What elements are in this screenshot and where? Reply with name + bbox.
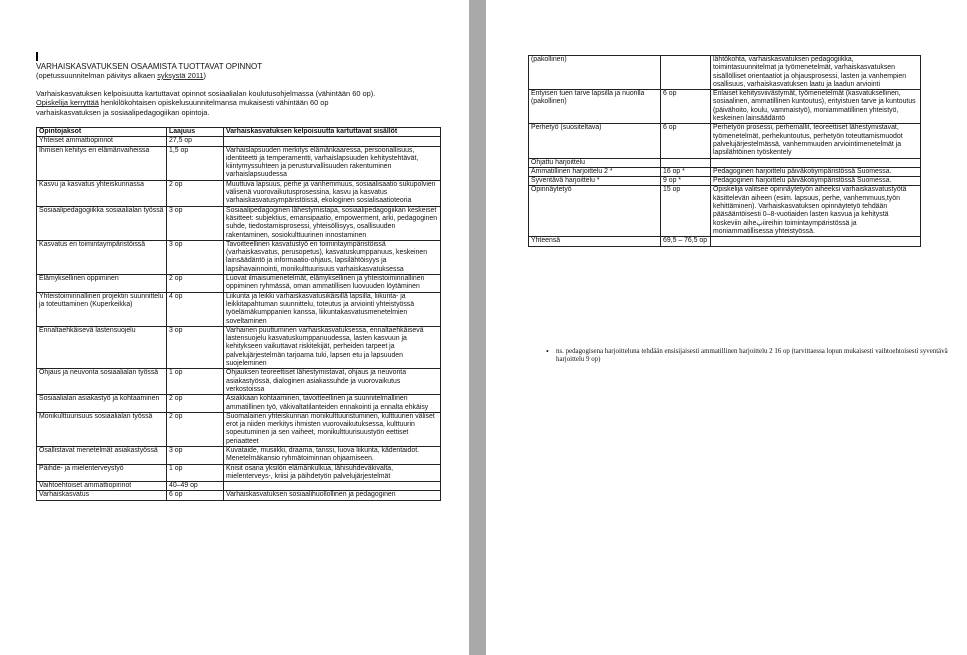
table-row	[37, 275, 441, 293]
table-row	[37, 369, 441, 395]
cell-name: Osallistavat menetelmät asiakastyössä	[37, 446, 167, 464]
table-row	[37, 146, 441, 180]
cell-credits: 3 op	[167, 240, 224, 274]
table-row	[37, 326, 441, 368]
cell-credits: 6 op	[661, 124, 711, 158]
cell-content	[224, 137, 441, 146]
cell-name: Varhaiskasvatus	[37, 491, 167, 500]
cell-credits: 2 op	[167, 275, 224, 293]
cell-credits: 2 op	[167, 412, 224, 446]
document-subtitle	[36, 71, 206, 80]
document-page-right	[486, 0, 967, 655]
cell-credits: 1,5 op	[167, 146, 224, 180]
cell-content: Luovat ilmaisumenetelmät, elämyksellinen ja yhteistoiminnallinen oppiminen ryhmässä, oman ammatillisen luovuuden löytäminen	[224, 275, 441, 293]
cell-name: Perhetyö (suositeltava)	[529, 124, 661, 158]
cell-name: (pakollinen)	[529, 56, 661, 90]
table-row	[37, 395, 441, 413]
table-row	[529, 124, 921, 158]
intro-line-2-underlined: Opiskelija kerryttää	[36, 98, 99, 108]
header-contents: Varhaiskasvatuksen kelpoisuutta kartuttavat sisällöt	[224, 128, 441, 137]
table-row	[529, 177, 921, 186]
cell-content	[711, 237, 921, 246]
cell-name: Yhteensä	[529, 237, 661, 246]
cell-content: Varhaiskasvatuksen sosiaalihuollollinen ja pedagoginen	[224, 491, 441, 500]
cell-credits: 3 op	[167, 446, 224, 464]
cell-name: Yhteistoiminnallinen projektin suunnittelu ja toteuttaminen (Kuperkeikka)	[37, 292, 167, 326]
table-row	[37, 412, 441, 446]
cell-name: Ammatillinen harjoittelu 2 *	[529, 167, 661, 176]
cell-credits: 6 op	[167, 491, 224, 500]
cell-content: Pedagoginen harjoittelu päiväkotiympäristössä Suomessa.	[711, 167, 921, 176]
cell-name: Ennaltaehkäisevä lastensuojelu	[37, 326, 167, 368]
table-header-row	[37, 128, 441, 137]
cell-content: Varhainen puuttuminen varhaiskasvatuksessa, ennaltaehkäisevä lastensuojelu kasvatuskumppanuudessa, lasten kasvuun ja kehitykseen vaikuttavat riskitekijät, perheiden tarpeet ja palvelujärjestelmän tarjoama tuki, lapsen etu ja lapsuuden suojeleminen	[224, 326, 441, 368]
courses-table-right	[528, 55, 921, 247]
cell-credits: 9 op *	[661, 177, 711, 186]
table-row	[529, 237, 921, 246]
subtitle-date: syksystä 2011	[157, 71, 204, 80]
intro-paragraph	[36, 89, 446, 117]
cell-content: Pedagoginen harjoittelu päiväkotiympäristössä Suomessa.	[711, 177, 921, 186]
courses-table-right-body	[529, 56, 921, 247]
courses-table-left-body	[37, 137, 441, 500]
cell-content: Erilaiset kehitysviivästymät, työmenetelmät (kasvatuksellinen, sosiaalinen, ammatillinen kuntoutus), erityistuen tarve ja kuntoutus (päivähoito, koulu, vammaistyö), moniammatillinen yhteistyö, keskeinen lainsäädäntö	[711, 90, 921, 124]
cell-content: Opiskelija valitsee opinnäytetyön aiheeksi varhaiskasvatustyötä käsittelevän aiheen (esim. lapsuus, perhe, vanhemmuus,työn kehittäminen). Varhaiskasvatuksen opinnäytetyö tehdään pääsääntöisesti 0–8-vuotiaiden lasten kasvua ja kehitystä koskeviin aiheپiireihin toimintaympäristössä ja moniammatillisessa yhteistyössä.	[711, 186, 921, 237]
header-courses: Opintojaksot	[37, 128, 167, 137]
table-row	[37, 491, 441, 500]
header-credits: Laajuus	[167, 128, 224, 137]
cell-content: Kriisit osana yksilön elämänkulkua, lähisuhdeväkivalta, mielenterveys-, kriisi ja päihdetyön palvelujärjestelmät	[224, 464, 441, 482]
cell-credits	[661, 56, 711, 90]
table-row	[529, 56, 921, 90]
cell-content: Asiakkaan kohtaaminen, tavoitteellinen ja suunnitelmallinen ammatillinen työ, väkivaltatilanteiden ennakointi ja ennalta ehkäisy	[224, 395, 441, 413]
cell-name: Ihmisen kehitys eri elämänvaiheissa	[37, 146, 167, 180]
cell-credits: 1 op	[167, 369, 224, 395]
document-page-left	[0, 0, 469, 655]
intro-line-1: Varhaiskasvatuksen kelpoisuutta kartuttavat opinnot sosiaalialan koulutusohjelmassa (vähintään 60 op).	[36, 89, 376, 98]
table-row	[529, 186, 921, 237]
table-row	[37, 180, 441, 206]
cell-content: Sosiaalipedagoginen lähestymistapa, sosiaalipedagogiikan keskeiset käsitteet: subjektius, emansipaatio, empowerment, arki, pedagoginen suhde, tiedostamisprosessi, yhteisöllisyys, osallisuuden rakentaminen, sosiokulttuurinen innostaminen	[224, 206, 441, 240]
intro-line-2-rest: henkilökohtaisen opiskelusuunnitelmansa mukaisesti vähintään 60 op	[98, 98, 329, 108]
cell-credits: 27,5 op	[167, 137, 224, 146]
cell-credits	[661, 158, 711, 167]
cell-credits: 40–49 op	[167, 482, 224, 491]
cell-credits: 16 op *	[661, 167, 711, 176]
subtitle-suffix: )	[203, 71, 206, 80]
cell-credits: 6 op	[661, 90, 711, 124]
cell-content: Perhetyön prosessi, perhemallit, teoreettiset lähestymistavat, työmenetelmät, perhekuntoutus, perhetyön toteuttamismuodot palvelujärjestelmässä, vanhemmuuden arviointimenetelmät ja lapsilähtöinen työskentely	[711, 124, 921, 158]
cell-name: Ohjattu harjoittelu	[529, 158, 661, 167]
cell-name: Erityisen tuen tarve lapsilla ja nuorilla (pakollinen)	[529, 90, 661, 124]
cell-name: Monikulttuurisuus sosiaalialan työssä	[37, 412, 167, 446]
cell-content: Muuttuva lapsuus, perhe ja vanhemmuus, sosiaalisaatio sukupolvien välisenä vuorovaikutusprosessina, kasvu ja kasvatus varhaiskasvatusympäristöissä, ekologinen sosialisaatioteoria	[224, 180, 441, 206]
cell-name: Vaihtoehtoiset ammattiopinnot	[37, 482, 167, 491]
cell-credits: 69,5 – 76,5 op	[661, 237, 711, 246]
cell-credits: 4 op	[167, 292, 224, 326]
table-row	[529, 90, 921, 124]
text-cursor	[36, 52, 38, 61]
table-row	[37, 464, 441, 482]
document-title: VARHAISKASVATUKSEN OSAAMISTA TUOTTAVAT OPINNOT	[36, 62, 263, 71]
cell-name: Syventävä harjoittelu *	[529, 177, 661, 186]
courses-table-left	[36, 127, 441, 501]
cell-name: Elämyksellinen oppiminen	[37, 275, 167, 293]
subtitle-prefix: (opetussuunnitelman päivitys alkaen	[36, 71, 158, 80]
cell-content: Ohjauksen teoreettiset lähestymistavat, ohjaus ja neuvonta asiakastyössä, dialoginen asiakassuhde ja vuorovaikutus verkostoissa	[224, 369, 441, 395]
cell-content: Varhaislapsuuden merkitys elämänkaaressa, persoonallisuus, identiteetti ja temperamentti, varhaislapsuuden kehitystehtävät, kiintymyssuhteen ja perusturvallisuuden rakentuminen varhaislapsuudessa	[224, 146, 441, 180]
cell-credits: 1 op	[167, 464, 224, 482]
cell-name: Päihde- ja mielenterveystyö	[37, 464, 167, 482]
table-row	[529, 167, 921, 176]
cell-content	[711, 158, 921, 167]
table-row	[37, 206, 441, 240]
cell-name: Ohjaus ja neuvonta sosiaalialan työssä	[37, 369, 167, 395]
cell-credits: 2 op	[167, 395, 224, 413]
table-row	[37, 446, 441, 464]
cell-credits: 3 op	[167, 206, 224, 240]
cell-credits: 3 op	[167, 326, 224, 368]
intro-line-2	[36, 98, 446, 107]
cell-name: Sosiaalialan asiakastyö ja kohtaaminen	[37, 395, 167, 413]
cell-content: Suomalainen yhteiskunnan monikulttuuristuminen, kulttuurien väliset erot ja niiden merkitys ihmisten vuorovaikutuksessa, kulttuurin sopeutuminen ja sen vaiheet, monikulttuurisuustyön eettiset periaatteet	[224, 412, 441, 446]
table-row	[37, 240, 441, 274]
table-row	[37, 137, 441, 146]
cell-name: Yhteiset ammattiopinnot	[37, 137, 167, 146]
cell-name: Kasvatus eri toimintaympäristöissä	[37, 240, 167, 274]
cell-name: Sosiaalipedagogiikka sosiaalialan työssä	[37, 206, 167, 240]
cell-name: Opinnäytetyö	[529, 186, 661, 237]
footnote-bullet: • ns. pedagogisena harjoitteluna tehdään ensisijaisesti ammatillinen harjoittelu 2 16 op (tarvittaessa lopun mukaisesti vaihtoehtoisesti syventävä harjoittelu 9 op)	[546, 348, 956, 365]
intro-line-3: varhaiskasvatuksen ja sosiaalipedagogiikan opintoja.	[36, 107, 210, 117]
cell-content: lähtökohta, varhaiskasvatuksen pedagogiikka, toimintasuunnitelmat ja työmenetelmät, varhaiskasvatuksen sisällölliset orientaatiot ja ohjausprosessi, lasten ja vanhempien osallisuus, varhaiskasvatuksen laatu ja laadun arviointi	[711, 56, 921, 90]
table-row	[37, 292, 441, 326]
cell-content: Kuvataide, musiikki, draama, tanssi, luova liikunta, kädentaidot. Menetelmäkansio ryhmätoiminnan ohjaamiseen.	[224, 446, 441, 464]
cell-content	[224, 482, 441, 491]
cell-credits: 2 op	[167, 180, 224, 206]
cell-credits: 15 op	[661, 186, 711, 237]
table-row	[37, 482, 441, 491]
cell-name: Kasvu ja kasvatus yhteiskunnassa	[37, 180, 167, 206]
cell-content: Tavoitteellinen kasvatustyö eri toimintaympäristöissä (varhaiskasvatus, perusopetus), kasvatuskumppanuus, keskeinen lainsäädäntö ja informaatio-ohjaus, lapsilähtöisyys ja lapsihavainnointi, monikulttuurisuus varhaiskasvatuksessa	[224, 240, 441, 274]
table-row	[529, 158, 921, 167]
cell-content: Liikunta ja leikki varhaiskasvatusikäisillä lapsilla, liikunta- ja leikkitapahtuman suunnittelu, toteutus ja arviointi yhteistyössä työelämäkumppanien kanssa, liikuntakasvatusmenetelmien soveltaminen	[224, 292, 441, 326]
